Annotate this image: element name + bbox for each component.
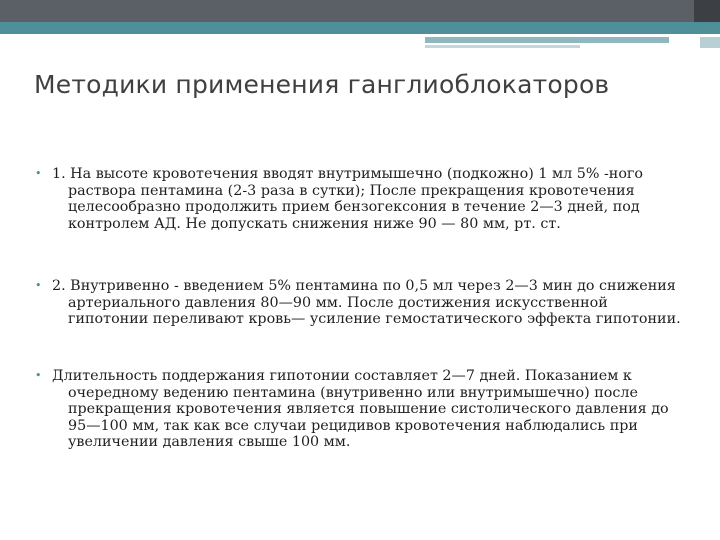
thin-decorative-stripe-secondary (425, 45, 580, 48)
bullet-item (35, 278, 684, 328)
corner-decorative-stripe (700, 37, 720, 48)
bullet-text: 1. На высоте кровотечения вводят внутримышечно (подкожно) 1 мл 5% -ного раствора пентамина (2-3 раза в сутки); После прекращения кровотечения целесообразно продолжить прием бензогексония в течение 2—3 дней, под контролем АД. Не допускать снижения ниже 90 — 80 мм, рт. ст. (52, 166, 644, 232)
bullet-dot-icon: • (35, 369, 42, 382)
bullet-item (35, 166, 684, 232)
bullet-text: 2. Внутривенно - введением 5% пентамина по 0,5 мл через 2—3 мин до снижения артериального давления 80—90 мм. После достижения искусственной гипотонии переливают кровь— усиление гемостатического эффекта гипотонии. (52, 278, 681, 327)
top-decorative-band (0, 0, 720, 22)
bullet-text: Длительность поддержания гипотонии составляет 2—7 дней. Показанием к очередному ведению пентамина (внутривенно или внутримышечно) после прекращения кровотечения является повышение систолического давления до 95—100 мм, так как все случаи рецидивов кровотечения наблюдались при увеличении давления свыше 100 мм. (52, 368, 669, 450)
bullet-dot-icon: • (35, 167, 42, 180)
bullet-dot-icon: • (35, 279, 42, 292)
thin-decorative-stripe (425, 37, 669, 43)
bullet-item (35, 368, 684, 451)
teal-decorative-band (0, 22, 720, 34)
slide-title: Методики применения ганглиоблокаторов (34, 70, 610, 99)
top-corner-block (694, 0, 720, 22)
